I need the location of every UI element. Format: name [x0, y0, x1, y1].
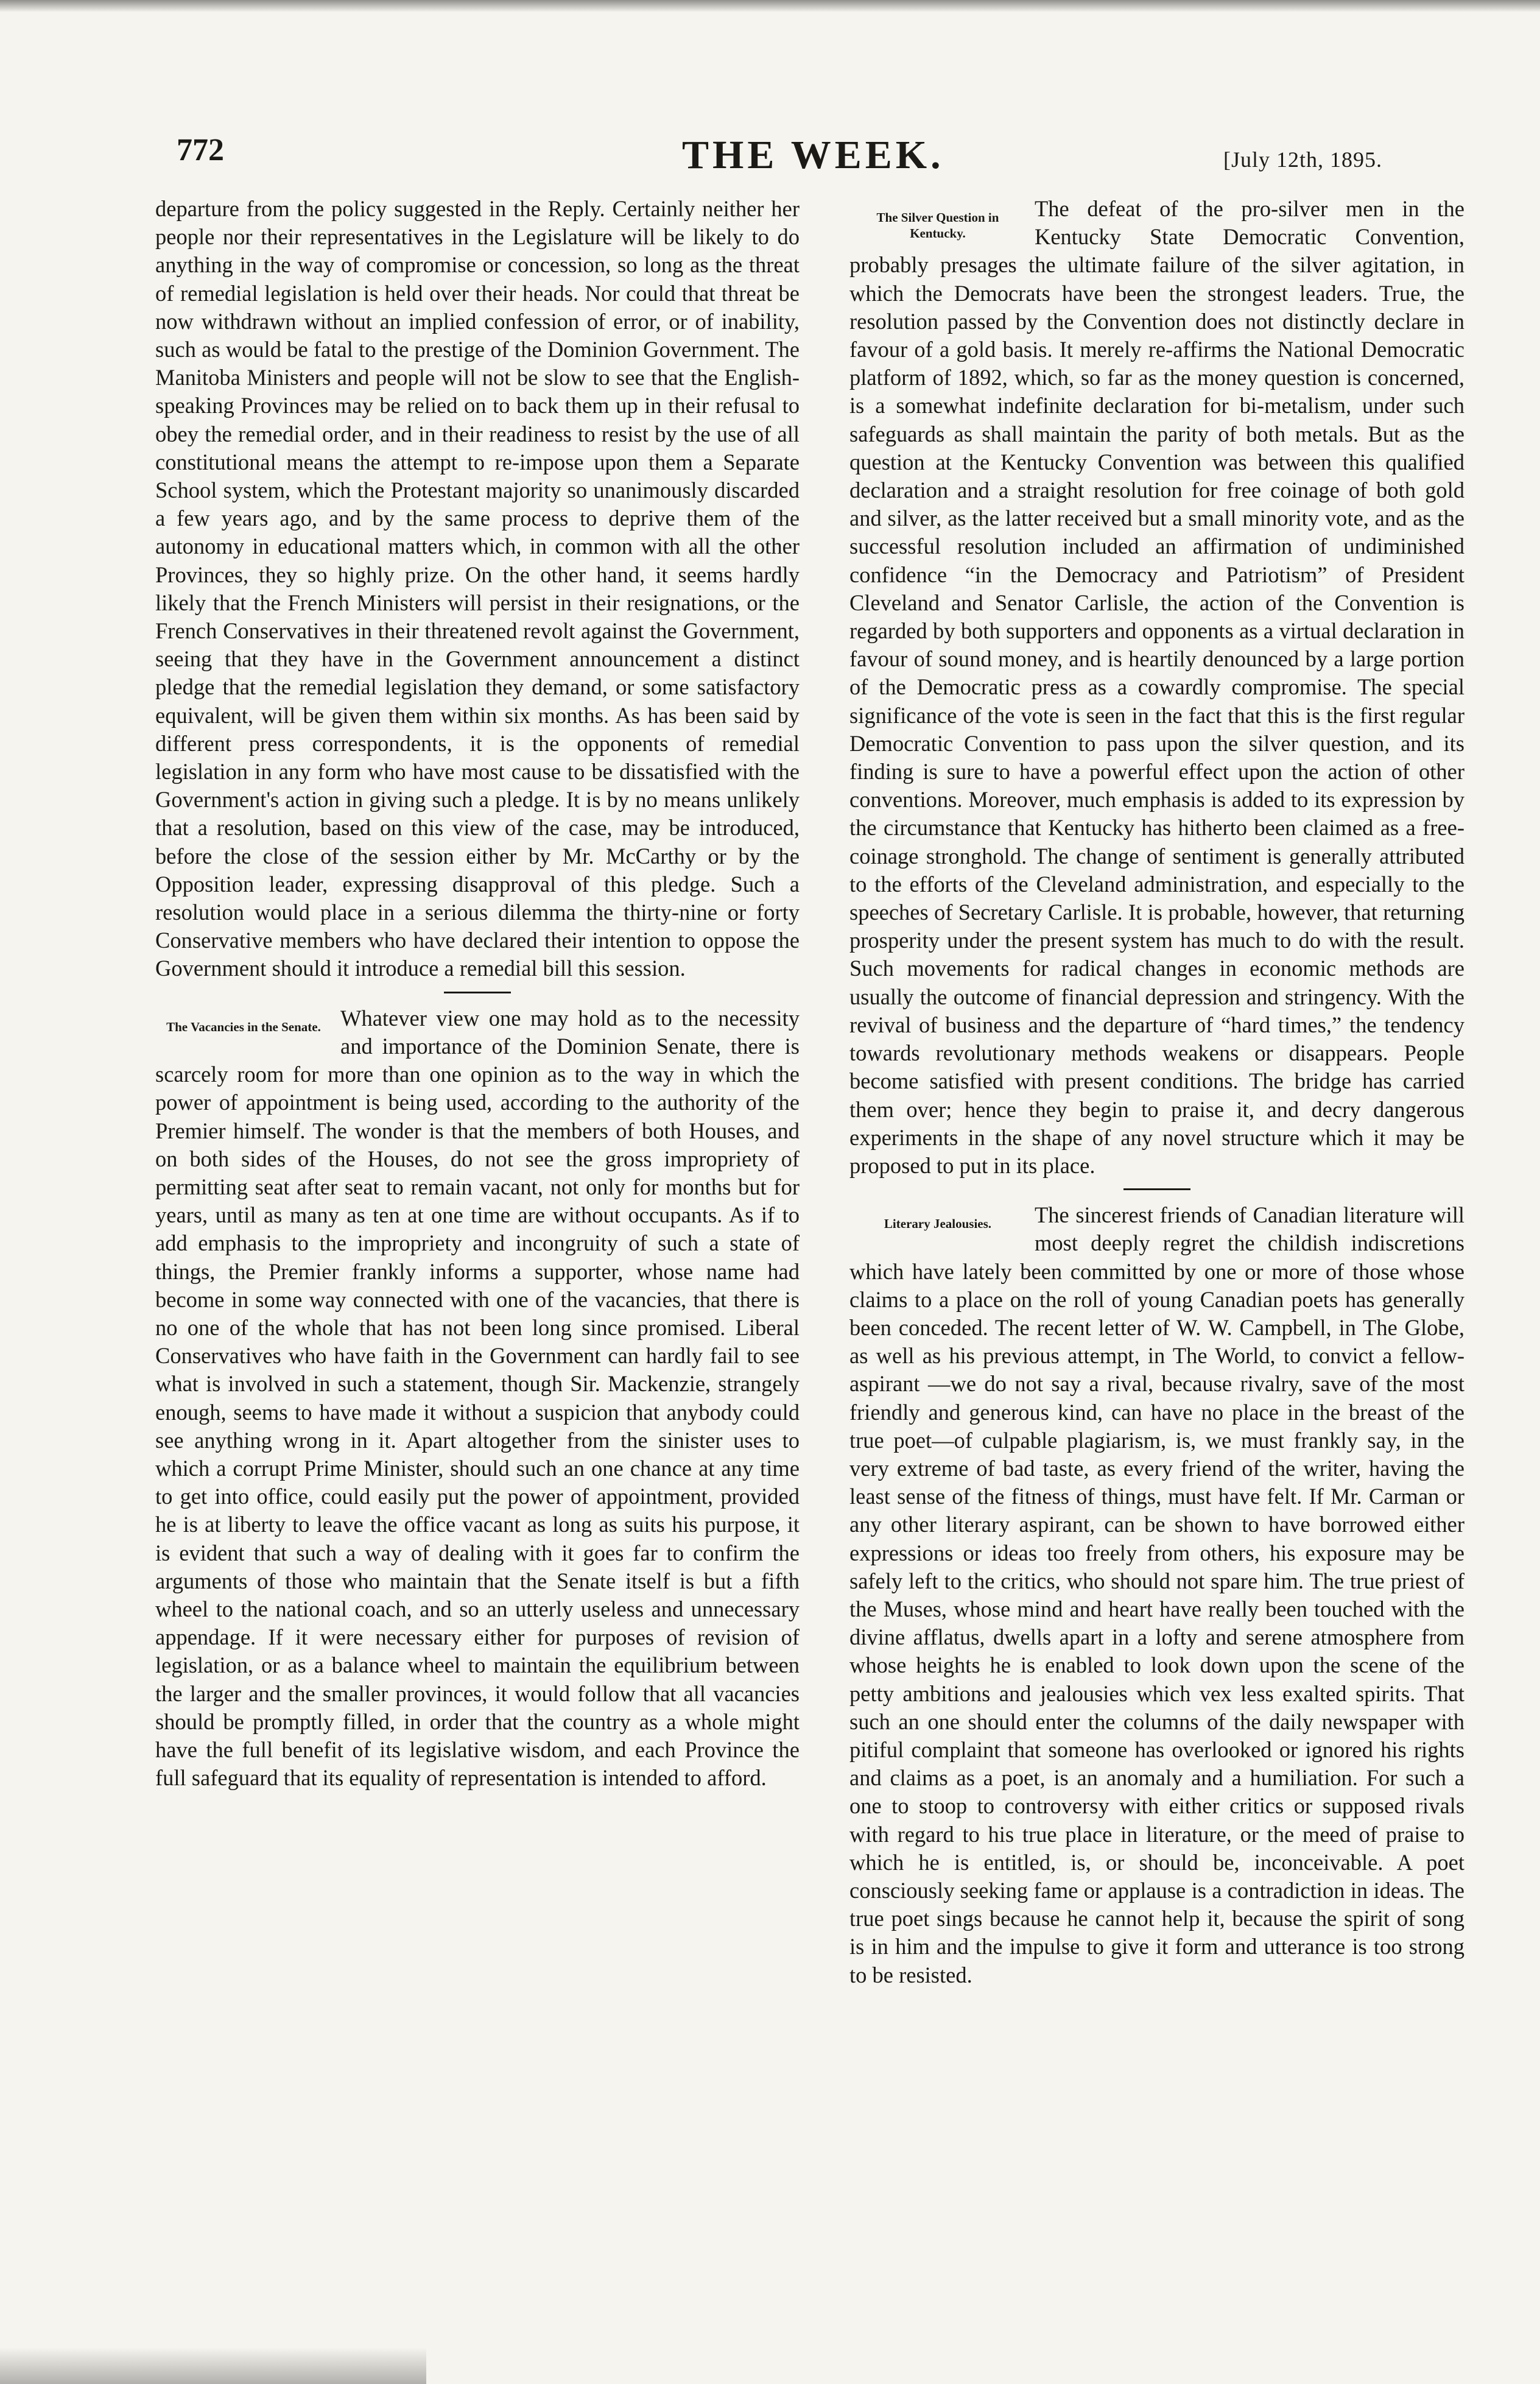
page-number: 772: [177, 133, 224, 168]
article-literary-jealousies: [849, 1201, 1464, 1989]
left-column: [155, 195, 800, 1792]
scan-shadow-bottom: [0, 2347, 426, 2384]
right-column: [849, 195, 1464, 1989]
article-body: The defeat of the pro-silver men in the Kentucky State Democratic Convention, probably presages the ultimate failure of the silver agitation, in which the Democrats have been the strongest leaders. True, the resolution passed by the Convention does not distinctly declare in favour of a gold basis. It merely re-affirms the National Democratic platform of 1892, which, so far as the money question is concerned, is a somewhat indefinite declaration for bi-metalism, under such safeguards as shall maintain the parity of both metals. But as the question at the Kentucky Convention was between this qualified declaration and a straight resolution for free coinage of both gold and silver, as the latter received but a small minority vote, and as the successful resolution included an affirmation of undiminished confidence “in the Democracy and Patriotism” of President Cleveland and Senator Carlisle, the action of the Convention is regarded by both supporters and opponents as a virtual declaration in favour of sound money, and is heartily denounced by a large portion of the Democratic press as a cowardly compromise. The special significance of the vote is seen in the fact that this is the first regular Democratic Convention to pass upon the silver question, and its finding is sure to have a powerful effect upon the action of other conventions. Moreover, much emphasis is added to its expression by the circumstance that Kentucky has hitherto been claimed as a free-coinage stronghold. The change of sentiment is generally attributed to the efforts of the Cleveland administration, and especially to the speeches of Secretary Carlisle. It is probable, however, that returning prosperity under the present system has much to do with the result. Such movements for radical changes in economic methods are usually the outcome of financial depression and stringency. With the revival of business and the departure of “hard times,” the tendency towards revolutionary methods weakens or disappears. People become satisfied with present conditions. The bridge has carried them over; hence they begin to praise it, and decry dangerous experiments in the shape of any novel structure which it may be proposed to put in its place.: [849, 196, 1464, 1178]
section-divider: [444, 992, 511, 993]
article-senate-vacancies: [155, 1004, 800, 1793]
side-heading: The Vacancies in the Senate.: [166, 1019, 321, 1034]
article-silver-question: [849, 195, 1464, 1180]
side-heading: Literary Jealousies.: [884, 1216, 992, 1232]
issue-date: [July 12th, 1895.: [1223, 147, 1382, 172]
article-body: Whatever view one may hold as to the necessity and importance of the Dominion Senate, there is scarcely room for more than one opinion as to the way in which the power of appointment is being used, according to the authority of the Premier himself. The wonder is that the members of both Houses, and on both sides of the Houses, do not see the gross impropriety of permitting seat after seat to remain vacant, not only for months but for years, until as many as ten at one time are without occupants. As if to add emphasis to the impropriety and incongruity of such a state of things, the Premier frankly informs a supporter, whose name had become in some way connected with one of the vacancies, that there is no one of the whole that has not been long since promised. Liberal Conservatives who have faith in the Government can hardly fail to see what is involved in such a statement, though Sir. Mackenzie, strangely enough, seems to have made it without a suspicion that anybody could see anything wrong in it. Apart altogether from the sinister uses to which a corrupt Prime Minister, should such an one chance at any time to get into office, could easily put the power of appointment, provided he is at liberty to leave the office vacant as long as suits his purpose, it is evident that such a way of dealing with it goes far to confirm the arguments of those who maintain that the Senate itself is but a fifth wheel to the national coach, and so an utterly useless and unnecessary appendage. If it were necessary either for purposes of revision of legislation, or as a balance wheel to maintain the equilibrium between the larger and the smaller provinces, it would follow that all vacancies should be promptly filled, in order that the country as a whole might have the full benefit of its legislative wisdom, and each Province the full safeguard that its equality of representation is intended to afford.: [155, 1005, 800, 1791]
page-header: [177, 125, 1382, 192]
section-divider: [1123, 1188, 1190, 1190]
article-continuation: departure from the policy suggested in the Reply. Certainly neither her people nor their representatives in the Legislature will be likely to do anything in the way of compromise or concession, so long as the threat of remedial legislation is held over their heads. Nor could that threat be now withdrawn without an implied confession of error, or of inability, such as would be fatal to the prestige of the Dominion Government. The Manitoba Ministers and people will not be slow to see that the English-speaking Provinces may be relied on to back them up in their refusal to obey the remedial order, and in their readiness to resist by the use of all constitutional means the attempt to re-impose upon them a Separate School system, which the Protestant majority so unanimously discarded a few years ago, and by the same process to deprive them of the autonomy in educational matters which, in common with all the other Provinces, they so highly prize. On the other hand, it seems hardly likely that the French Ministers will persist in their resignations, or the French Conservatives in their threatened revolt against the Government, seeing that they have in the Government announcement a distinct pledge that the remedial legislation they demand, or some satisfactory equivalent, will be given them within six months. As has been said by different press correspondents, it is the opponents of remedial legislation in any form who have most cause to be dissatisfied with the Government's action in giving such a pledge. It is by no means unlikely that a resolution, based on this view of the case, may be introduced, before the close of the session either by Mr. McCarthy or by the Opposition leader, expressing disapproval of this pledge. Such a resolution would place in a serious dilemma the thirty-nine or forty Conservative members who have declared their intention to oppose the Government should it introduce a remedial bill this session.: [155, 196, 800, 981]
journal-title: THE WEEK.: [682, 133, 944, 177]
article-body: The sincerest friends of Canadian literature will most deeply regret the childish indiscretions which have lately been committed by one or more of those whose claims to a place on the roll of young Canadian poets has generally been conceded. The recent letter of W. W. Campbell, in The Globe, as well as his previous attempt, in The World, to convict a fellow-aspirant —we do not say a rival, because rivalry, save of the most friendly and generous kind, can have no place in the breast of the true poet—of culpable plagiarism, is, we must frankly say, in the very extreme of bad taste, as every friend of the writer, having the least sense of the fitness of things, must have felt. If Mr. Carman or any other literary aspirant, can be shown to have borrowed either expressions or ideas too freely from others, his exposure may be safely left to the critics, who should not spare him. The true priest of the Muses, whose mind and heart have really been touched with the divine afflatus, dwells apart in a lofty and serene atmosphere from whose heights he is enabled to look down upon the scene of the petty ambitions and jealousies which vex less exalted spirits. That such an one should enter the columns of the daily newspaper with pitiful complaint that someone has overlooked or ignored his rights and claims as a poet, is an anomaly and a humiliation. For such a one to stoop to controversy with either critics or supposed rivals with regard to his true place in literature, or the meed of praise to which he is entitled, is, or should be, inconceivable. A poet consciously seeking fame or applause is a contradiction in ideas. The true poet sings because he cannot help it, because the spirit of song is in him and the impulse to give it form and utterance is too strong to be resisted.: [849, 1202, 1464, 1987]
scan-shadow-top: [0, 0, 1540, 12]
side-heading: The Silver Question in Kentucky.: [876, 210, 999, 241]
